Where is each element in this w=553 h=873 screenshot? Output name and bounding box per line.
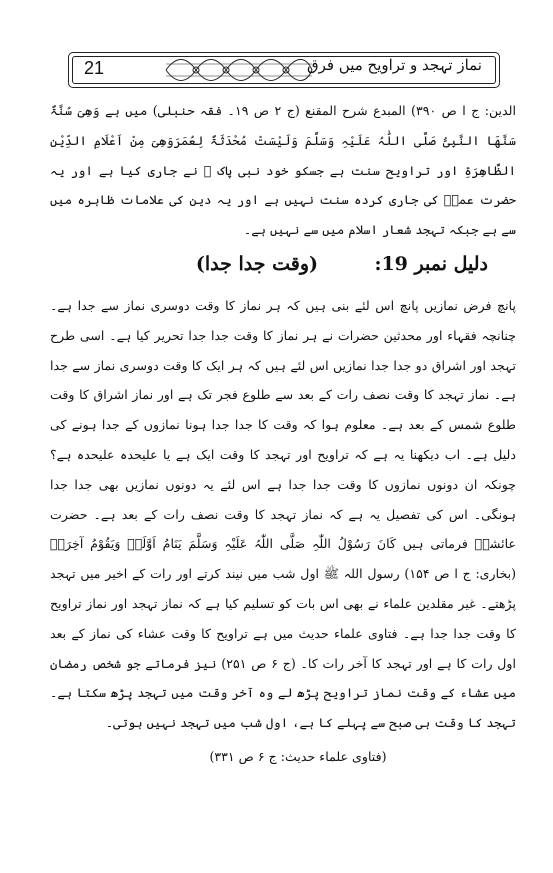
ornament-knot-icon [164, 54, 314, 86]
page-number: 21 [84, 58, 105, 78]
page-content [50, 96, 516, 772]
reference-citation: (فتاوی علماء حدیث: ج ۶ ص ۳۳۱) [209, 748, 387, 764]
heading-label: دلیل نمبر 19: [374, 252, 488, 275]
section-heading [50, 251, 516, 285]
paragraph-intro: الدین: ج ا ص ۳۹۰) المبدع شرح المقنع (ج ۲ ص ۱۹۔ فقہ حنبلی) میں ہے وَھِیَ سُنَّۃٌ سَنَّھَا النَّبِیُّ صَلَّی اللّٰہُ عَلَیْہِ وَسَلَّمَ وَلَیْسَتْ مُحْدَثَۃٌ لِعُمَرَوَھِیَ مِنْ اَعْلَامِ الدِّیْنِ الظَّاھِرَۃِ اور تراویح سنت ہے جسکو خود نبی پاک ﷺ نے جاری کیا ہے اور یہ حضرت عمرؓ کی جاری کردہ سنت نہیں ہے اور یہ دین کی علامات ظاہرہ میں سے ہے جبکہ تہجد شعار اسلام میں سے نہیں ہے۔ [50, 103, 516, 238]
paragraph-body: پانچ فرض نمازیں پانچ اس لئے بنی ہیں کہ ہر نماز کا وقت دوسری نماز سے جدا ہے۔ چنانچہ فقہاء اور محدثین حضرات نے ہر نماز کا وقت جدا جدا تحریر کیا ہے۔ اسی طرح تہجد اور اشراق دو جدا جدا نمازیں اس لئے ہیں کہ ہر ایک کا وقت دوسری نماز سے جدا ہے۔ نماز تہجد کا وقت نصف رات کے بعد سے طلوع فجر تک ہے اور نماز اشراق کا وقت طلوع شمس کے بعد ہے۔ معلوم ہوا کہ وقت کا جدا جدا ہونا نمازوں کے جدا ہونے کی دلیل ہے۔ اب دیکھنا یہ ہے کہ تراویح اور تہجد کا وقت ایک ہے یا علیحدہ علیحدہ ہے؟ چونکہ ان دونوں نمازوں کا وقت جدا جدا ہے اس لئے یہ دونوں نمازیں بھی جدا جدا ہونگی۔ اس کی تفصیل یہ ہے کہ نماز تہجد کا وقت نصف رات کے بعد ہے۔ حضرت عائشہؓ فرماتی ہیں کَانَ رَسُوْلُ اللّٰہِ صَلَّی اللّٰہُ عَلَیْہِ وَسَلَّمَ یَنَامُ اَوَّلَہٗ وَیَقُوْمُ آخِرَہٗ (بخاری: ج ا ص ۱۵۴) رسول اللہ ﷺ اول شب میں نیند کرتے اور رات کے اخیر میں تہجد پڑھتے۔ غیر مقلدین علماء نے بھی اس بات کو تسلیم کیا ہے کہ نماز تہجد اور نماز تراویح کا وقت جدا جدا ہے۔ فتاوی علماء حدیث میں ہے تراویح کا وقت عشاء کی نماز کے بعد اول رات کا ہے اور تہجد کا آخر رات کا۔ (ج ۶ ص ۲۵۱) نیز فرماتے جو شخص رمضان میں عشاء کے وقت نماز تراویح پڑھ لے وہ آخر وقت میں تہجد پڑھ سکتا ہے۔ تہجد کا وقت ہی صبح سے پہلے کا ہے، اول شب میں تہجد نہیں ہوتی۔ [50, 297, 517, 731]
heading-subtitle: (وقت جدا جدا) [195, 252, 318, 275]
header-title: نماز تہجد و تراویح میں فرق [306, 56, 482, 74]
page-header [60, 52, 508, 88]
